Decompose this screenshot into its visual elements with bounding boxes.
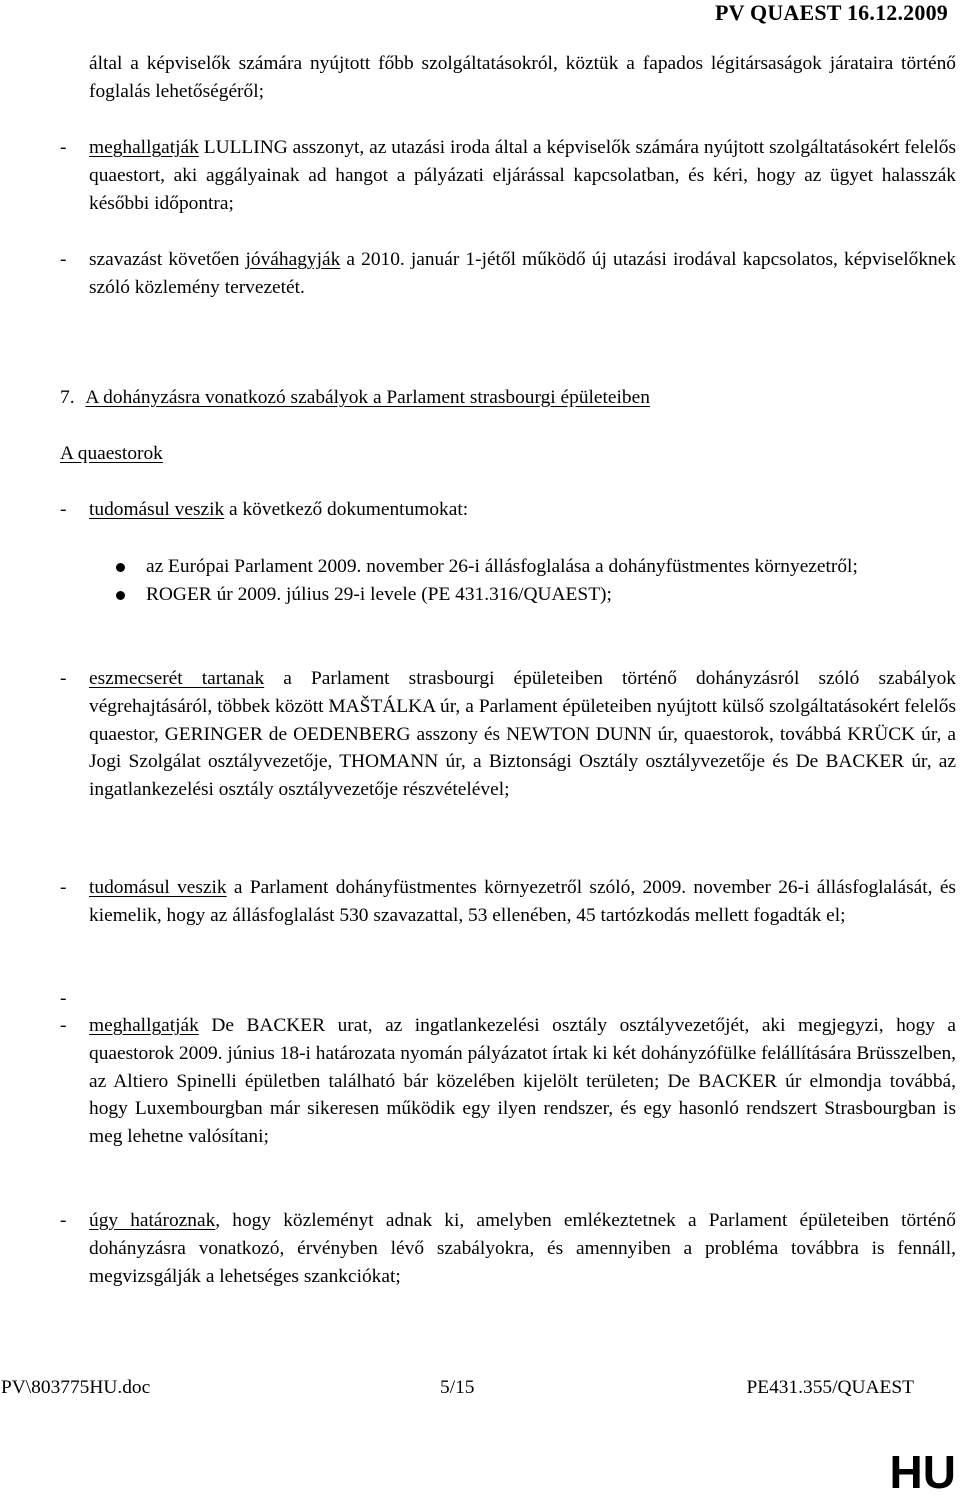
stray-dash: -	[60, 988, 67, 1009]
item-body: , hogy közleményt adnak ki, amelyben emlékeztetnek a Parlament épületeiben történő dohányzásra vonatkozó, érvényben lévő szabályokra, és amennyiben a probléma továbbra is fennáll, megvizsgálják a lehetséges szankciókat;	[89, 1210, 956, 1287]
list-item-text	[89, 665, 956, 804]
section-number: 7.	[60, 387, 75, 408]
list-item	[60, 246, 956, 302]
bullet-item: az Európai Parlament 2009. november 26-i állásfoglalása a dohányfüstmentes környezetről;	[116, 553, 930, 581]
list-item	[60, 874, 956, 930]
bullet-item: ROGER úr 2009. július 29-i levele (PE 431.316/QUAEST);	[116, 581, 930, 609]
action-verb: eszmecserét tartanak	[89, 668, 265, 689]
list-item-text	[89, 496, 956, 524]
list-dash: -	[60, 499, 67, 520]
footer-doc-ref: PV\803775HU.doc	[1, 1377, 151, 1398]
document-header: PV QUAEST 16.12.2009	[714, 0, 948, 25]
intro-continuation: által a képviselők számára nyújtott főbb szolgáltatásokról, köztük a fapados légitársaságok járataira történő foglalás lehetőségéről;	[89, 53, 956, 102]
item-prefix: szavazást követően	[89, 249, 246, 270]
list-item	[60, 134, 956, 218]
list-dash: -	[60, 668, 67, 689]
list-item-text	[89, 1207, 956, 1290]
bullet-list	[116, 553, 930, 609]
list-item	[60, 496, 956, 524]
action-verb: meghallgatják	[89, 1015, 199, 1036]
list-item-text	[89, 1012, 956, 1151]
item-body: a Parlament dohányfüstmentes környezetről szóló, 2009. november 26-i állásfoglalását, és kiemelik, hogy az állásfoglalást 530 szavazattal, 53 ellenében, 45 tartózkodás mellett fogadták el;	[89, 877, 956, 926]
language-code: HU	[889, 1446, 956, 1498]
item-body: a 2010. január 1-jétől működő új utazási irodával kapcsolatos, képviselőknek szóló közlemény tervezetét.	[89, 249, 957, 298]
list-item	[60, 1012, 956, 1151]
footer-pe-ref: PE431.355/QUAEST	[746, 1377, 914, 1398]
list-dash: -	[60, 1210, 67, 1231]
list-item-text	[89, 246, 956, 302]
item-body: LULLING asszonyt, az utazási iroda által a képviselők számára nyújtott szolgáltatásokért felelős quaestort, aki aggályainak ad hangot a pályázati eljárással kapcsolatban, és kéri, hogy az ügyet halasszák későbbi időpontra;	[89, 137, 956, 214]
action-verb: úgy határoznak	[89, 1210, 216, 1231]
item-body: De BACKER urat, az ingatlankezelési osztály osztályvezetőjét, aki megjegyzi, hogy a quaestorok 2009. június 18-i határozata nyomán pályázatot írtak ki két dohányzófülke felállítására Brüsszelben, az Altiero Spinelli épületben található bár közelében kijelölt területen; De BACKER úr elmondja továbbá, hogy Luxembourgban már sikeresen működik egy ilyen rendszer, és egy hasonló rendszert Strasbourgban is meg lehetne valósítani;	[89, 1015, 956, 1148]
list-item	[60, 665, 956, 804]
action-verb: tudomásul veszik	[89, 877, 227, 898]
section-subtitle: A quaestorok	[60, 443, 163, 464]
page-footer	[0, 1377, 960, 1407]
item-body: a következő dokumentumokat:	[224, 499, 469, 520]
list-dash: -	[60, 249, 67, 270]
item-body: a Parlament strasbourgi épületeiben történő dohányzásról szóló szabályok végrehajtásáról, többek között MAŠTÁLKA úr, a Parlament épületeiben nyújtott külső szolgáltatásokért felelős quaestor, GERINGER de OEDENBERG asszony és NEWTON DUNN úr, quaestorok, továbbá KRÜCK úr, a Jogi Szolgálat osztályvezetője, THOMANN úr, a Biztonsági Osztály osztályvezetője és De BACKER úr, az ingatlankezelési osztály osztályvezetője részvételével;	[89, 668, 956, 801]
list-item	[60, 1207, 956, 1290]
list-dash: -	[60, 137, 67, 158]
list-item-text	[89, 874, 956, 930]
action-verb: jóváhagyják	[245, 249, 341, 270]
list-dash: -	[60, 877, 67, 898]
section-heading	[60, 384, 650, 412]
list-dash: -	[60, 1015, 67, 1036]
footer-page-number: 5/15	[440, 1377, 475, 1398]
action-verb: tudomásul veszik	[89, 499, 225, 520]
list-item-text	[89, 134, 956, 218]
section-title: A dohányzásra vonatkozó szabályok a Parlament strasbourgi épületeiben	[85, 387, 650, 408]
action-verb: meghallgatják	[89, 137, 199, 158]
